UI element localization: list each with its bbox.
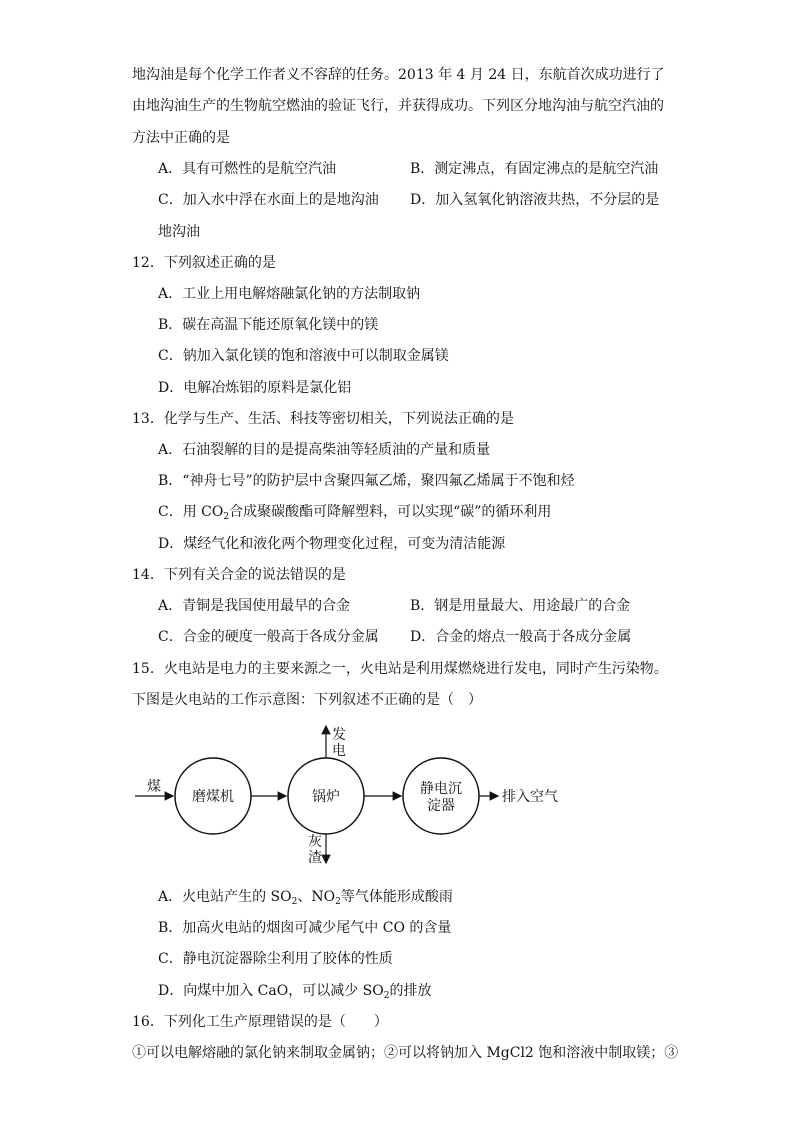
q13-option-d: D．煤经气化和液化两个物理变化过程，可变为清洁能源 bbox=[158, 536, 506, 552]
diagram-output-label: 排入空气 bbox=[502, 789, 558, 805]
q14-stem: 14．下列有关合金的说法错误的是 bbox=[132, 567, 346, 583]
q15-stem-line1: 15．火电站是电力的主要来源之一，火电站是利用煤燃烧进行发电，同时产生污染物。 bbox=[132, 661, 668, 677]
q15-stem-line2: 下图是火电站的工作示意图：下列叙述不正确的是（ ） bbox=[132, 692, 482, 708]
q16-line2: ①可以电解熔融的氯化钠来制取金属钠；②可以将钠加入 MgCl2 饱和溶液中制取镁；③ bbox=[132, 1045, 679, 1061]
q14-option-a: A．青铜是我国使用最早的合金 bbox=[158, 598, 351, 614]
q12-stem: 12．下列叙述正确的是 bbox=[132, 255, 276, 271]
q13-option-a: A．石油裂解的目的是提高柴油等轻质油的产量和质量 bbox=[158, 442, 491, 458]
q16-stem: 16．下列化工生产原理错误的是（ ） bbox=[132, 1014, 388, 1030]
q13-option-b: B．“神舟七号”的防护层中含聚四氟乙烯，聚四氟乙烯属于不饱和烃 bbox=[158, 473, 575, 489]
bottom-label-2: 渣 bbox=[308, 850, 322, 866]
q12-option-a: A．工业上用电解熔融氯化钠的方法制取钠 bbox=[158, 286, 421, 302]
q14-option-d: D．合金的熔点一般高于各成分金属 bbox=[410, 629, 632, 645]
q14-option-c: C．合金的硬度一般高于各成分金属 bbox=[158, 629, 379, 645]
q14-option-b: B．钢是用量最大、用途最广的合金 bbox=[410, 598, 631, 614]
q13-stem: 13．化学与生产、生活、科技等密切相关，下列说法正确的是 bbox=[132, 411, 514, 427]
q15-option-d: D．向煤中加入 CaO，可以减少 $SO_2$的排放 bbox=[158, 983, 432, 1001]
node-precipitator-label-1: 静电沉 bbox=[420, 781, 462, 797]
q11-option-d: D．加入氢氧化钠溶液共热，不分层的是 bbox=[410, 192, 660, 208]
q15-option-a: A．火电站产生的 $SO_2$、$NO_2$等气体能形成酸雨 bbox=[158, 889, 453, 907]
bottom-label-1: 灰 bbox=[308, 834, 322, 850]
node-precipitator-label-2: 淀器 bbox=[427, 798, 455, 814]
node-boiler-label: 锅炉 bbox=[312, 789, 340, 805]
q15-option-c: C．静电沉淀器除尘利用了胶体的性质 bbox=[158, 951, 393, 967]
q11-option-a: A．具有可燃性的是航空汽油 bbox=[158, 161, 337, 177]
q11-stem-line3: 方法中正确的是 bbox=[132, 130, 230, 146]
q11-stem-line1: 地沟油是每个化学工作者义不容辞的任务。2013 年 4 月 24 日，东航首次成功进行了 bbox=[132, 67, 665, 83]
power-station-diagram bbox=[130, 722, 570, 867]
q12-option-b: B．碳在高温下能还原氧化镁中的镁 bbox=[158, 317, 379, 333]
top-label-2: 电 bbox=[332, 743, 346, 759]
diagram-input-label: 煤 bbox=[147, 779, 161, 795]
q11-option-d-cont: 地沟油 bbox=[158, 224, 200, 240]
q13-option-c: C．用 $CO_2$合成聚碳酸酯可降解塑料，可以实现“碳”的循环利用 bbox=[158, 504, 552, 522]
q11-option-b: B．测定沸点，有固定沸点的是航空汽油 bbox=[410, 161, 659, 177]
node-mill-label: 磨煤机 bbox=[192, 789, 234, 805]
q11-stem-line2: 由地沟油生产的生物航空燃油的验证飞行，并获得成功。下列区分地沟油与航空汽油的 bbox=[132, 98, 664, 114]
q12-option-d: D．电解冶炼铝的原料是氯化铝 bbox=[158, 380, 352, 396]
q11-option-c: C．加入水中浮在水面上的是地沟油 bbox=[158, 192, 379, 208]
q15-option-b: B．加高火电站的烟囱可减少尾气中 CO 的含量 bbox=[158, 920, 452, 936]
top-label-1: 发 bbox=[332, 727, 346, 743]
q12-option-c: C．钠加入氯化镁的饱和溶液中可以制取金属镁 bbox=[158, 348, 449, 364]
